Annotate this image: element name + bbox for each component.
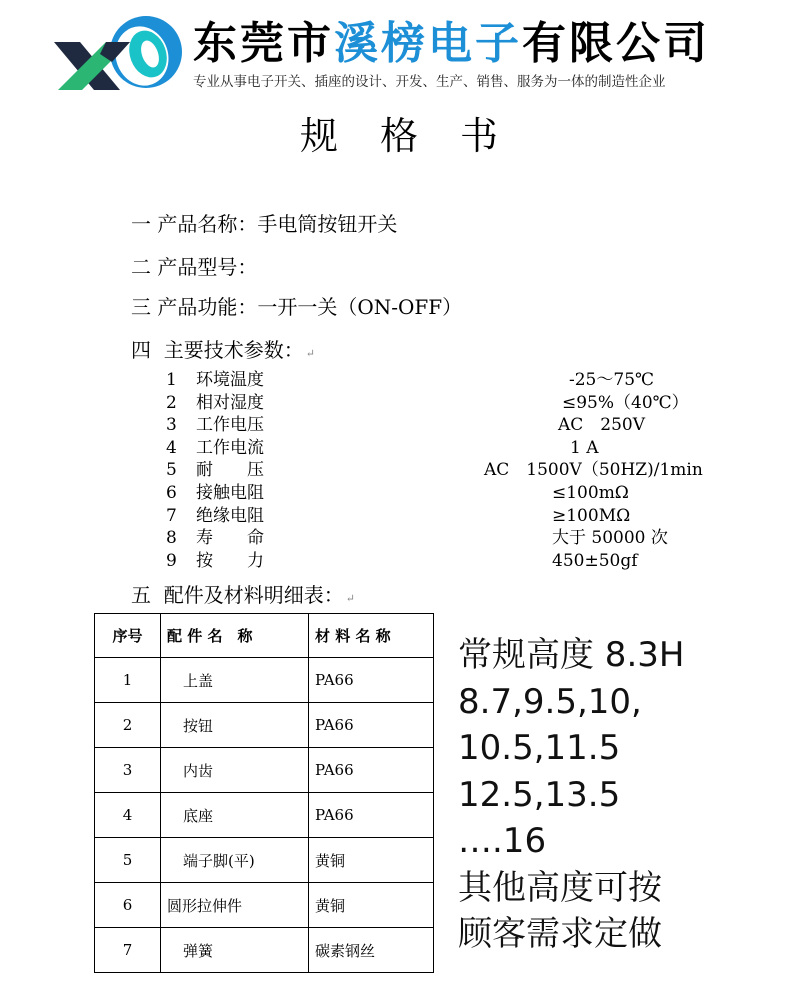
- section-number: 一: [131, 212, 151, 236]
- paragraph-mark-icon: ↵: [305, 347, 315, 360]
- param-name: 接触电阻: [196, 482, 264, 503]
- company-name: [193, 14, 710, 74]
- param-number: 6: [166, 482, 177, 503]
- note-line: 12.5,13.5: [458, 774, 621, 815]
- section-text: 配件及材料明细表：: [163, 583, 344, 607]
- param-row: [166, 482, 726, 505]
- param-row: [166, 527, 726, 550]
- company-name-part2: 有限公司: [522, 18, 710, 69]
- table-row: [95, 883, 434, 928]
- table-cell: 3: [95, 748, 161, 793]
- section-number: 五: [131, 583, 151, 607]
- param-value: AC 250V: [558, 415, 646, 436]
- section-product-function: [131, 292, 462, 322]
- table-cell: 7: [95, 928, 161, 973]
- height-options-note: [458, 632, 793, 958]
- table-cell: PA66: [309, 748, 434, 793]
- param-number: 9: [166, 550, 177, 571]
- table-cell: 1: [95, 658, 161, 703]
- table-cell: 端子脚(平): [161, 838, 309, 883]
- materials-table: [94, 613, 434, 973]
- section-materials: [131, 580, 355, 614]
- company-name-part1: 东莞市: [193, 18, 334, 69]
- table-cell: PA66: [309, 703, 434, 748]
- document-title: 规格书: [300, 114, 541, 158]
- param-row: [166, 437, 726, 460]
- param-name: 相对湿度: [196, 392, 264, 413]
- tech-params-list: [166, 369, 726, 572]
- section-text: 主要技术参数：: [163, 338, 304, 362]
- table-header-cell: 配 件 名 称: [161, 614, 309, 658]
- note-line: 顾客需求定做: [458, 914, 662, 954]
- table-header-cell: 序号: [95, 614, 161, 658]
- param-value: ≤100mΩ: [552, 482, 629, 503]
- section-number: 三: [131, 295, 151, 319]
- param-name: 耐 压: [196, 460, 264, 481]
- param-name: 按 力: [196, 550, 264, 571]
- param-number: 5: [166, 460, 177, 481]
- note-line: 常规高度 8.3H: [458, 635, 685, 675]
- section-number: 二: [131, 255, 151, 279]
- company-logo-icon: [50, 14, 186, 94]
- table-cell: 弹簧: [161, 928, 309, 973]
- param-value: 1 A: [570, 437, 599, 458]
- table-row: [95, 838, 434, 883]
- paragraph-mark-icon: ↵: [345, 592, 355, 605]
- param-row: [166, 505, 726, 528]
- param-number: 1: [166, 370, 177, 390]
- param-number: 2: [166, 392, 177, 413]
- param-number: 8: [166, 528, 177, 549]
- section-text: 产品型号：: [157, 255, 258, 279]
- param-row: [166, 550, 726, 573]
- table-cell: 底座: [161, 793, 309, 838]
- param-name: 工作电流: [196, 437, 264, 458]
- section-product-model: [131, 252, 257, 282]
- table-row: [95, 748, 434, 793]
- note-line: 10.5,11.5: [458, 728, 621, 768]
- param-row: [166, 392, 726, 415]
- table-row: [95, 793, 434, 838]
- table-cell: 上盖: [161, 658, 309, 703]
- table-cell: 2: [95, 703, 161, 748]
- table-row: [95, 658, 434, 703]
- table-header-cell: 材 料 名 称: [309, 614, 434, 658]
- param-value: ≤95%（40℃）: [562, 392, 689, 413]
- param-name: 环境温度: [196, 370, 264, 390]
- note-line: 8.7,9.5,10,: [458, 681, 642, 722]
- param-number: 3: [166, 415, 177, 436]
- section-text: 产品功能：一开一关（ON-OFF）: [157, 295, 463, 319]
- table-cell: 5: [95, 838, 161, 883]
- param-value: ≥100MΩ: [552, 505, 631, 526]
- param-row: [166, 459, 726, 482]
- table-row: [95, 928, 434, 973]
- param-value: AC 1500V（50HZ)/1min: [484, 460, 703, 481]
- section-tech-params: [131, 335, 315, 369]
- table-cell: 黄铜: [309, 883, 434, 928]
- table-cell: PA66: [309, 658, 434, 703]
- table-header-row: [95, 614, 434, 658]
- section-number: 四: [131, 338, 151, 362]
- table-cell: 黄铜: [309, 838, 434, 883]
- table-cell: 4: [95, 793, 161, 838]
- param-name: 绝缘电阻: [196, 505, 264, 526]
- param-number: 4: [166, 437, 177, 458]
- table-row: [95, 703, 434, 748]
- section-product-name: [131, 209, 397, 239]
- param-number: 7: [166, 505, 177, 526]
- param-value: -25～75℃: [569, 370, 655, 390]
- note-line: ….16: [458, 821, 547, 861]
- table-cell: PA66: [309, 793, 434, 838]
- table-cell: 按钮: [161, 703, 309, 748]
- company-name-highlight: 溪榜电子: [334, 18, 522, 69]
- table-cell: 6: [95, 883, 161, 928]
- table-cell: 内齿: [161, 748, 309, 793]
- company-slogan: 专业从事电子开关、插座的设计、开发、生产、销售、服务为一体的制造性企业: [193, 74, 666, 90]
- section-text: 产品名称：手电筒按钮开关: [157, 212, 398, 236]
- param-name: 寿 命: [196, 528, 264, 549]
- param-row: [166, 369, 726, 392]
- table-cell: 碳素钢丝: [309, 928, 434, 973]
- param-value: 450±50gf: [552, 550, 638, 571]
- note-line: 其他高度可按: [458, 867, 662, 908]
- param-value: 大于 50000 次: [552, 528, 668, 549]
- param-name: 工作电压: [196, 415, 264, 436]
- param-row: [166, 414, 726, 437]
- table-cell: 圆形拉伸件: [161, 883, 309, 928]
